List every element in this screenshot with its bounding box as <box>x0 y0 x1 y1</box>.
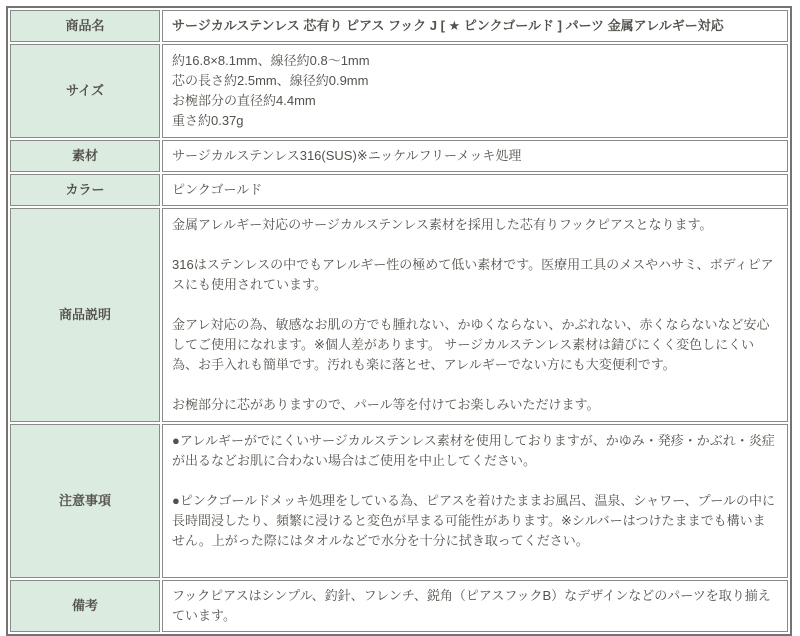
material-text: サージカルステンレス316(SUS)※ニッケルフリーメッキ処理 <box>172 148 522 163</box>
row-value-color <box>162 174 788 206</box>
description-paragraph: 金アレ対応の為、敏感なお肌の方でも腫れない、かゆくならない、かぶれない、赤くならないなど安心してご使用になれます。※個人差があります。 サージカルステンレス素材は錆びにくく変色しにくい為、お手入れも簡単です。汚れも楽に落とせ、アレルギーでない方にも大変便利です。 <box>172 317 770 372</box>
row-label-remarks: 備考 <box>10 580 160 632</box>
table-row-description <box>10 208 788 422</box>
table-row-size <box>10 44 788 138</box>
table-row-material <box>10 140 788 172</box>
color-text: ピンクゴールド <box>172 182 263 197</box>
description-paragraph: 316はステンレスの中でもアレルギー性の極めて低い素材です。医療用工具のメスやハサミ、ボディピアスにも使用されています。 <box>172 257 774 292</box>
row-label-material: 素材 <box>10 140 160 172</box>
row-value-remarks <box>162 580 788 632</box>
row-label-color: カラー <box>10 174 160 206</box>
caution-paragraph: ●アレルギーがでにくいサージカルステンレス素材を使用しておりますが、かゆみ・発疹・かぶれ・炎症が出るなどお肌に合わない場合はご使用を中止してください。 <box>172 433 775 468</box>
row-label-product-name: 商品名 <box>10 10 160 42</box>
table-row-cautions <box>10 424 788 578</box>
row-value-material <box>162 140 788 172</box>
row-value-cautions <box>162 424 788 578</box>
row-value-description <box>162 208 788 422</box>
size-line: お椀部分の直径約4.4mm <box>172 93 316 108</box>
description-paragraph: お椀部分に芯がありますので、パール等を付けてお楽しみいただけます。 <box>172 397 600 412</box>
table-row-remarks <box>10 580 788 632</box>
product-spec-table <box>6 6 792 636</box>
size-line: 芯の長さ約2.5mm、線径約0.9mm <box>172 73 369 88</box>
product-name-text: サージカルステンレス 芯有り ピアス フック J [ ★ ピンクゴールド ] パーツ 金属アレルギー対応 <box>172 18 724 33</box>
description-paragraph: 金属アレルギー対応のサージカルステンレス素材を採用した芯有りフックピアスとなります。 <box>172 217 713 232</box>
remarks-text: フックピアスはシンプル、釣針、フレンチ、鋭角（ピアスフックB）なデザインなどのパーツを取り揃えています。 <box>172 588 771 623</box>
size-line: 重さ約0.37g <box>172 113 244 128</box>
row-label-size: サイズ <box>10 44 160 138</box>
caution-paragraph: ●ピンクゴールドメッキ処理をしている為、ピアスを着けたままお風呂、温泉、シャワー、プールの中に長時間浸したり、頻繁に浸けると変色が早まる可能性があります。※シルバーはつけたままでも構いません。上がった際にはタオルなどで水分を十分に拭き取ってください。 <box>172 493 775 548</box>
row-label-description: 商品説明 <box>10 208 160 422</box>
table-row-product-name <box>10 10 788 42</box>
row-value-product-name <box>162 10 788 42</box>
row-label-cautions: 注意事項 <box>10 424 160 578</box>
table-row-color <box>10 174 788 206</box>
size-line: 約16.8×8.1mm、線径約0.8〜1mm <box>172 53 370 68</box>
row-value-size <box>162 44 788 138</box>
